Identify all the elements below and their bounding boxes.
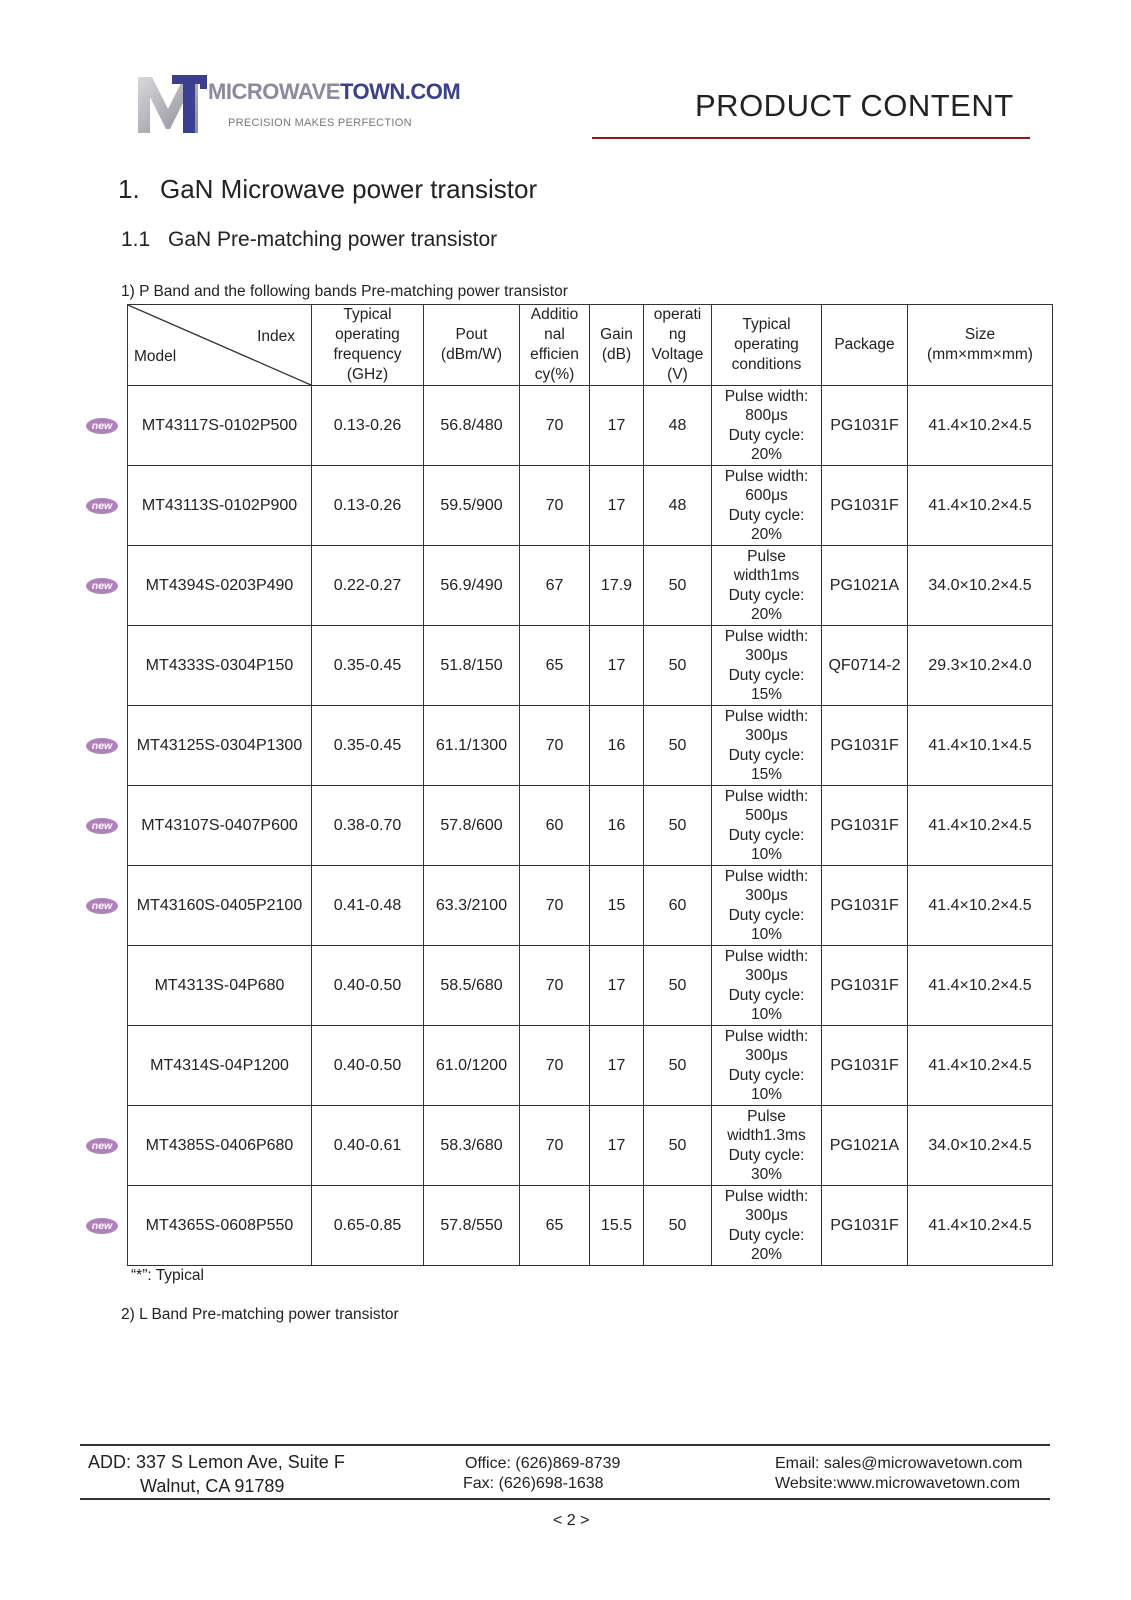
model-cell (91, 386, 312, 466)
model-cell (128, 946, 312, 1026)
condition-line: Duty cycle: (728, 1226, 805, 1244)
header-line: cy(%) (534, 366, 575, 383)
header-line: (dB) (601, 346, 632, 363)
condition-line: width1ms (733, 567, 800, 584)
model-name: MT43125S-0304P1300 (136, 736, 303, 754)
gain-cell: 16 (590, 706, 644, 786)
section-heading (118, 174, 537, 205)
efficiency-cell: 67 (520, 546, 590, 626)
model-name: MT4365S-0608P550 (145, 1216, 294, 1234)
condition-line: 10% (750, 1006, 783, 1023)
table-body (91, 386, 1053, 1266)
size-cell: 41.4×10.2×4.5 (908, 1026, 1053, 1106)
new-badge: new (86, 1138, 118, 1154)
header-line: Typical (742, 316, 791, 333)
model-name: MT4385S-0406P680 (145, 1136, 294, 1154)
new-badge: new (86, 1218, 118, 1234)
condition-line: Duty cycle: (728, 746, 805, 764)
table-row (128, 866, 1053, 946)
condition-line: Pulse (747, 1107, 786, 1125)
model-name: MT4333S-0304P150 (145, 656, 294, 674)
subsection-number: 1.1 (121, 228, 151, 251)
footer-office-phone: Office: (626)869-8739 (465, 1455, 621, 1472)
logo-tagline: PRECISION MAKES PERFECTION (228, 117, 412, 129)
new-badge: new (86, 418, 118, 434)
condition-line: Pulse width: (724, 387, 809, 405)
size-cell: 34.0×10.2×4.5 (908, 1106, 1053, 1186)
gain-cell: 17 (590, 1026, 644, 1106)
header-line: nal (544, 326, 565, 343)
efficiency-cell: 70 (520, 946, 590, 1026)
header-line: (GHz) (346, 366, 389, 383)
header-gain (590, 305, 644, 386)
table-note: “*”: Typical (131, 1267, 204, 1284)
table-row (128, 626, 1053, 706)
header-line: Size (964, 326, 996, 343)
condition-line: Duty cycle: (728, 666, 805, 684)
footer-address-line2: Walnut, CA 91789 (140, 1476, 285, 1496)
model-cell (91, 786, 312, 866)
efficiency-cell: 70 (520, 1106, 590, 1186)
subsection-heading (121, 228, 497, 252)
company-logo (138, 73, 461, 137)
header-pout (424, 305, 520, 386)
header-voltage (644, 305, 712, 386)
logo-wordmark: MICROWAVETOWN.COM (208, 79, 461, 104)
condition-line: 300μs (745, 1207, 788, 1224)
pout-cell: 61.0/1200 (424, 1026, 520, 1106)
condition-line: 10% (750, 846, 783, 863)
model-name: MT4394S-0203P490 (145, 576, 294, 594)
voltage-cell: 48 (644, 466, 712, 546)
package-cell: QF0714-2 (822, 626, 908, 706)
voltage-cell: 50 (644, 546, 712, 626)
condition-line: Duty cycle: (728, 426, 805, 444)
new-badge: new (86, 818, 118, 834)
package-cell: PG1031F (822, 1026, 908, 1106)
model-name: MT43107S-0407P600 (141, 816, 298, 834)
voltage-cell: 50 (644, 946, 712, 1026)
table-row (128, 786, 1053, 866)
size-cell: 41.4×10.2×4.5 (908, 1186, 1053, 1266)
model-cell (91, 1106, 312, 1186)
voltage-cell: 50 (644, 786, 712, 866)
conditions-cell (712, 1106, 822, 1186)
condition-line: 15% (750, 686, 783, 703)
gain-cell: 17.9 (590, 546, 644, 626)
frequency-cell: 0.13-0.26 (312, 466, 424, 546)
pout-cell: 51.8/150 (424, 626, 520, 706)
package-cell: PG1031F (822, 706, 908, 786)
pout-cell: 63.3/2100 (424, 866, 520, 946)
table-row (128, 546, 1053, 626)
model-cell (91, 866, 312, 946)
condition-line: Pulse width: (724, 787, 809, 805)
size-cell: 41.4×10.2×4.5 (908, 386, 1053, 466)
conditions-cell (712, 946, 822, 1026)
pout-cell: 58.5/680 (424, 946, 520, 1026)
header-size (908, 305, 1053, 386)
header-index-model (128, 305, 312, 386)
footer-email: Email: sales@microwavetown.com (775, 1455, 1023, 1472)
frequency-cell: 0.35-0.45 (312, 626, 424, 706)
header-line: (dBm/W) (440, 346, 503, 363)
header-line: Gain (600, 326, 633, 343)
condition-line: 20% (750, 526, 783, 543)
condition-line: Pulse width: (724, 467, 809, 485)
header-line: Pout (455, 326, 488, 343)
table-row (128, 1026, 1053, 1106)
header-conditions (712, 305, 822, 386)
model-cell (91, 466, 312, 546)
condition-line: 600μs (745, 487, 788, 504)
condition-line: 300μs (745, 967, 788, 984)
subsection-2-title: 2) L Band Pre-matching power transistor (121, 1306, 399, 1323)
gain-cell: 15.5 (590, 1186, 644, 1266)
model-cell (91, 1186, 312, 1266)
efficiency-cell: 70 (520, 386, 590, 466)
gain-cell: 17 (590, 946, 644, 1026)
gain-cell: 15 (590, 866, 644, 946)
header-model-label: Model (134, 348, 177, 365)
condition-line: 20% (750, 446, 783, 463)
footer-website: Website:www.microwavetown.com (775, 1475, 1021, 1492)
new-badge: new (86, 498, 118, 514)
condition-line: 300μs (745, 647, 788, 664)
model-name: MT43117S-0102P500 (141, 416, 298, 434)
efficiency-cell: 65 (520, 1186, 590, 1266)
package-cell: PG1031F (822, 386, 908, 466)
efficiency-cell: 70 (520, 1026, 590, 1106)
footer-divider-top (80, 1444, 1050, 1446)
model-cell (128, 626, 312, 706)
header-line: conditions (731, 356, 802, 373)
frequency-cell: 0.40-0.50 (312, 946, 424, 1026)
conditions-cell (712, 466, 822, 546)
table-caption: 1) P Band and the following bands Pre-matching power transistor (121, 283, 568, 300)
subsection-title: GaN Pre-matching power transistor (168, 228, 498, 251)
frequency-cell: 0.65-0.85 (312, 1186, 424, 1266)
header-line: (mm×mm×mm) (927, 346, 1033, 363)
efficiency-cell: 65 (520, 626, 590, 706)
condition-line: 20% (750, 606, 783, 623)
conditions-cell (712, 546, 822, 626)
pout-cell: 57.8/600 (424, 786, 520, 866)
header-line: operating (734, 336, 799, 353)
condition-line: Duty cycle: (728, 986, 805, 1004)
condition-line: Pulse width: (724, 1027, 809, 1045)
condition-line: 300μs (745, 727, 788, 744)
condition-line: 20% (750, 1246, 783, 1263)
header-line: Typical (343, 306, 392, 323)
header-divider (592, 137, 1030, 139)
page-header-title: PRODUCT CONTENT (695, 88, 1014, 123)
size-cell: 29.3×10.2×4.0 (908, 626, 1053, 706)
voltage-cell: 50 (644, 1186, 712, 1266)
section-title: GaN Microwave power transistor (160, 174, 538, 204)
condition-line: Duty cycle: (728, 1066, 805, 1084)
pout-cell: 59.5/900 (424, 466, 520, 546)
transistor-spec-table (91, 304, 1053, 1266)
condition-line: Pulse width: (724, 627, 809, 645)
condition-line: Duty cycle: (728, 586, 805, 604)
size-cell: 41.4×10.2×4.5 (908, 786, 1053, 866)
mt-logo-icon (138, 73, 210, 135)
efficiency-cell: 70 (520, 706, 590, 786)
header-line: frequency (333, 346, 402, 363)
header-line: Additio (530, 306, 579, 323)
package-cell: PG1031F (822, 466, 908, 546)
conditions-cell (712, 386, 822, 466)
model-name: MT43113S-0102P900 (141, 496, 298, 514)
pout-cell: 61.1/1300 (424, 706, 520, 786)
conditions-cell (712, 866, 822, 946)
condition-line: Duty cycle: (728, 826, 805, 844)
size-cell: 41.4×10.2×4.5 (908, 466, 1053, 546)
voltage-cell: 50 (644, 1026, 712, 1106)
model-name: MT43160S-0405P2100 (136, 896, 303, 914)
footer-address-line1: ADD: 337 S Lemon Ave, Suite F (88, 1452, 345, 1472)
condition-line: 30% (750, 1166, 783, 1183)
model-name: MT4313S-04P680 (154, 976, 285, 994)
frequency-cell: 0.22-0.27 (312, 546, 424, 626)
condition-line: 300μs (745, 887, 788, 904)
voltage-cell: 50 (644, 626, 712, 706)
conditions-cell (712, 1186, 822, 1266)
condition-line: 10% (750, 926, 783, 943)
gain-cell: 16 (590, 786, 644, 866)
section-number: 1. (118, 174, 140, 204)
package-cell: PG1021A (822, 1106, 908, 1186)
condition-line: Pulse width: (724, 867, 809, 885)
size-cell: 34.0×10.2×4.5 (908, 546, 1053, 626)
condition-line: Duty cycle: (728, 906, 805, 924)
table-row (128, 706, 1053, 786)
condition-line: Pulse width: (724, 947, 809, 965)
header-frequency (312, 305, 424, 386)
table-row (128, 1186, 1053, 1266)
header-line: Package (834, 336, 895, 353)
package-cell: PG1031F (822, 1186, 908, 1266)
size-cell: 41.4×10.2×4.5 (908, 946, 1053, 1026)
conditions-cell (712, 786, 822, 866)
size-cell: 41.4×10.1×4.5 (908, 706, 1053, 786)
pout-cell: 56.8/480 (424, 386, 520, 466)
footer-divider-bottom (80, 1498, 1050, 1500)
voltage-cell: 50 (644, 1106, 712, 1186)
frequency-cell: 0.35-0.45 (312, 706, 424, 786)
pout-cell: 57.8/550 (424, 1186, 520, 1266)
header-efficiency (520, 305, 590, 386)
frequency-cell: 0.40-0.50 (312, 1026, 424, 1106)
footer-fax: Fax: (626)698-1638 (463, 1475, 604, 1492)
header-line: operati (653, 306, 702, 323)
efficiency-cell: 70 (520, 466, 590, 546)
gain-cell: 17 (590, 1106, 644, 1186)
model-cell (128, 1026, 312, 1106)
condition-line: 300μs (745, 1047, 788, 1064)
efficiency-cell: 60 (520, 786, 590, 866)
condition-line: 10% (750, 1086, 783, 1103)
condition-line: 15% (750, 766, 783, 783)
package-cell: PG1031F (822, 866, 908, 946)
header-package (822, 305, 908, 386)
efficiency-cell: 70 (520, 866, 590, 946)
conditions-cell (712, 706, 822, 786)
gain-cell: 17 (590, 466, 644, 546)
new-badge: new (86, 738, 118, 754)
gain-cell: 17 (590, 386, 644, 466)
header-index-label: Index (257, 328, 295, 345)
table-row (128, 946, 1053, 1026)
voltage-cell: 48 (644, 386, 712, 466)
condition-line: Pulse (747, 547, 786, 565)
frequency-cell: 0.41-0.48 (312, 866, 424, 946)
new-badge: new (86, 578, 118, 594)
table-row (128, 386, 1053, 466)
condition-line: Pulse width: (724, 707, 809, 725)
header-line: operating (335, 326, 400, 343)
model-cell (91, 546, 312, 626)
frequency-cell: 0.38-0.70 (312, 786, 424, 866)
header-line: (V) (667, 366, 688, 383)
frequency-cell: 0.40-0.61 (312, 1106, 424, 1186)
condition-line: Duty cycle: (728, 506, 805, 524)
model-name: MT4314S-04P1200 (150, 1056, 289, 1074)
condition-line: width1.3ms (727, 1127, 806, 1144)
package-cell: PG1031F (822, 786, 908, 866)
condition-line: Duty cycle: (728, 1146, 805, 1164)
pout-cell: 58.3/680 (424, 1106, 520, 1186)
conditions-cell (712, 626, 822, 706)
pout-cell: 56.9/490 (424, 546, 520, 626)
new-badge: new (86, 898, 118, 914)
table-row (128, 1106, 1053, 1186)
package-cell: PG1031F (822, 946, 908, 1026)
table-row (128, 466, 1053, 546)
condition-line: Pulse width: (724, 1187, 809, 1205)
model-cell (91, 706, 312, 786)
table-header-row (128, 305, 1053, 386)
package-cell: PG1021A (822, 546, 908, 626)
voltage-cell: 50 (644, 706, 712, 786)
header-line: efficien (530, 346, 579, 363)
size-cell: 41.4×10.2×4.5 (908, 866, 1053, 946)
header-line: ng (668, 326, 687, 343)
voltage-cell: 60 (644, 866, 712, 946)
gain-cell: 17 (590, 626, 644, 706)
condition-line: 500μs (745, 807, 788, 824)
frequency-cell: 0.13-0.26 (312, 386, 424, 466)
page-number: < 2 > (553, 1512, 590, 1529)
conditions-cell (712, 1026, 822, 1106)
condition-line: 800μs (745, 407, 788, 424)
header-line: Voltage (651, 346, 704, 363)
